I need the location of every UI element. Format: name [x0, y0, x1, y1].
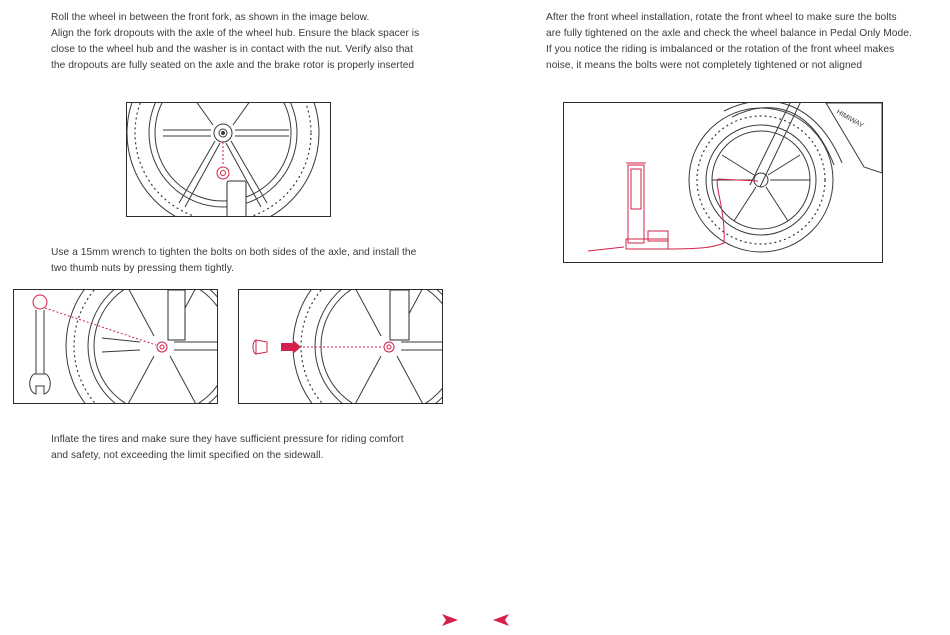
figure-wrench-tighten	[13, 289, 218, 404]
next-page-arrow-icon[interactable]	[442, 614, 458, 626]
text-line: Align the fork dropouts with the axle of the wheel hub. Ensure the black spacer is	[51, 28, 420, 39]
pump-hose	[588, 179, 758, 251]
text-line: Roll the wheel in between the front fork, as shown in the image below.	[51, 12, 370, 23]
text-line: Use a 15mm wrench to tighten the bolts on both sides of the axle, and install the	[51, 247, 417, 258]
fork-leg	[227, 181, 246, 216]
thumb-nut-icon	[253, 340, 267, 354]
axle-bolt	[157, 342, 167, 352]
step-inflate-text	[51, 432, 404, 464]
text-line: Inflate the tires and make sure they have sufficient pressure for riding comfort	[51, 434, 404, 445]
text-line: two thumb nuts by pressing them tightly.	[51, 263, 235, 274]
fork-leg	[168, 290, 185, 340]
axle-bolt	[384, 342, 394, 352]
figure-thumb-nut	[238, 289, 443, 404]
text-line: the dropouts are fully seated on the axle and the brake rotor is properly inserted	[51, 60, 415, 71]
wrench-guide-line	[45, 308, 156, 345]
step-wrench-text	[51, 245, 416, 277]
text-line: If you notice the riding is imbalanced or the rotation of the front wheel makes	[546, 44, 895, 55]
wheel-illustration	[66, 290, 217, 403]
arrow-right-icon	[281, 340, 301, 354]
wrench-ring	[33, 295, 47, 309]
front-wheel	[689, 108, 833, 252]
text-line: are fully tightened on the axle and check the wheel balance in Pedal Only Mode.	[546, 28, 912, 39]
wrench-icon	[30, 310, 51, 394]
text-line: noise, it means the bolts were not completely tightened or not aligned	[546, 60, 863, 71]
text-line: and safety, not exceeding the limit specified on the sidewall.	[51, 450, 324, 461]
brake-disc-marker	[217, 142, 229, 179]
figure-wheel-insertion	[126, 102, 331, 217]
text-line: After the front wheel installation, rotate the front wheel to make sure the bolts	[546, 12, 897, 23]
step-check-text	[546, 10, 912, 74]
frame-brand-text: HIMIWAY	[835, 108, 865, 130]
text-line: close to the wheel hub and the washer is in contact with the nut. Verify also that	[51, 44, 414, 55]
fork-leg	[390, 290, 409, 340]
figure-pump-inflate	[563, 102, 883, 263]
step-roll-text	[51, 10, 419, 74]
pump-icon	[626, 163, 668, 249]
prev-page-arrow-icon[interactable]	[493, 614, 509, 626]
